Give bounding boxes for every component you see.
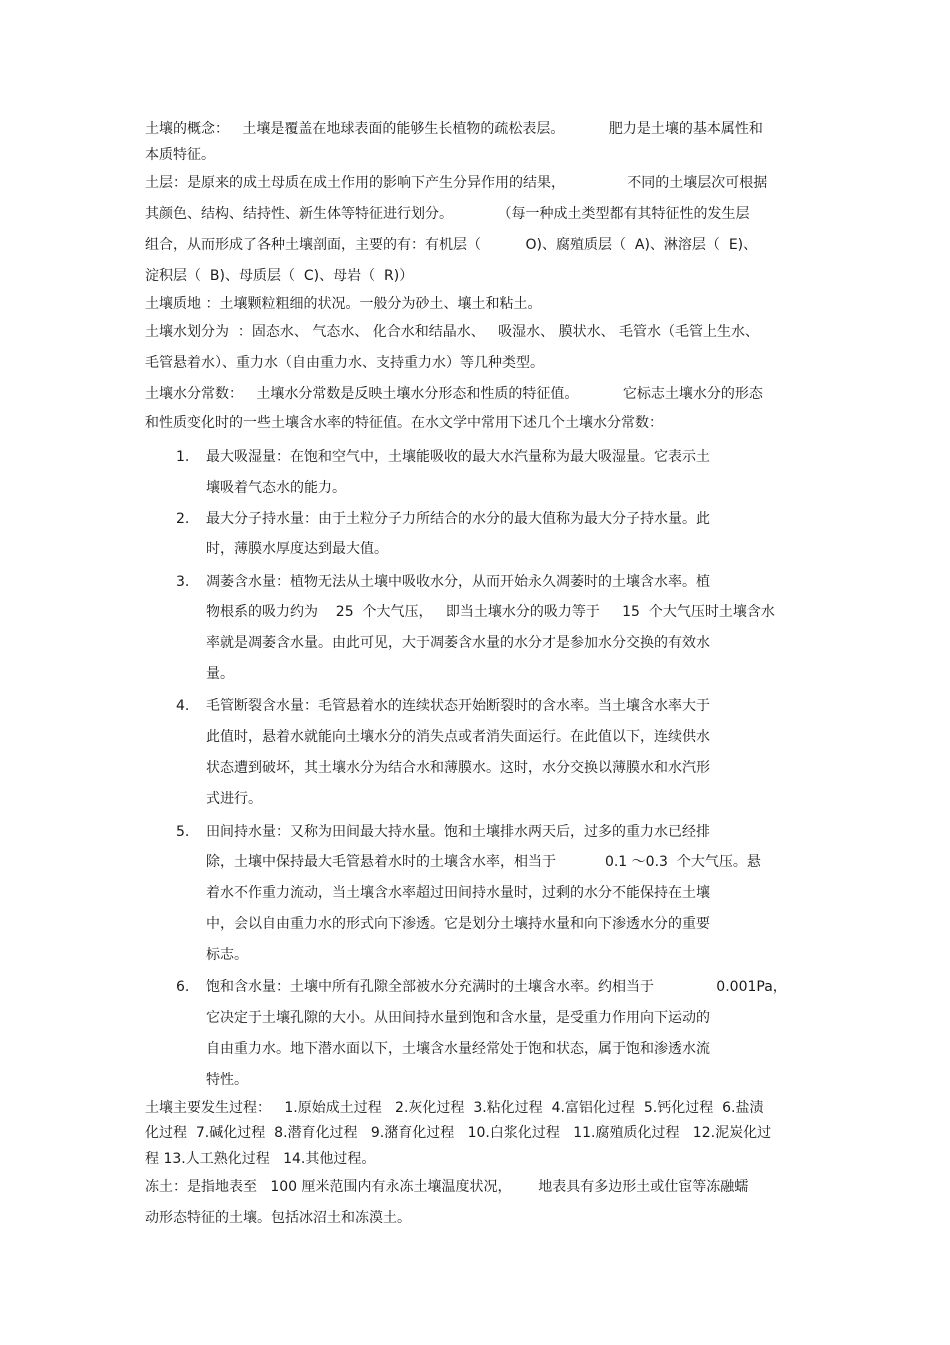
list-item-line: 自由重力水。地下潜水面以下，土壤含水量经常处于饱和状态，属于饱和渗透水流 [206, 1041, 710, 1057]
list-item-line: 壤吸着气态水的能力。 [206, 480, 346, 496]
list-item-line: 田间持水量：又称为田间最大持水量。饱和土壤排水两天后，过多的重力水已经排 [206, 824, 710, 840]
paragraph-line: 其颜色、结构、结持性、新生体等特征进行划分。 （每一种成土类型都有其特征性的发生层 [145, 206, 750, 222]
paragraph-line: 土壤水分常数： 土壤水分常数是反映土壤水分形态和性质的特征值。 它标志土壤水分的形态 [145, 386, 763, 402]
list-item-line: 它决定于土壤孔隙的大小。从田间持水量到饱和含水量，是受重力作用向下运动的 [206, 1010, 710, 1026]
list-item-number: 4. [176, 698, 190, 714]
list-item-line: 中，会以自由重力水的形式向下渗透。它是划分土壤持水量和向下渗透水分的重要 [206, 916, 710, 932]
list-item-line: 最大吸湿量：在饱和空气中，土壤能吸收的最大水汽量称为最大吸湿量。它表示土 [206, 449, 710, 465]
list-item-line: 饱和含水量：土壤中所有孔隙全部被水分充满时的土壤含水率。约相当于 0.001Pa， [206, 979, 787, 995]
paragraph-line: 组合，从而形成了各种土壤剖面，主要的有：有机层（ O)、腐殖质层（ A)、淋溶层（ E)、 [145, 237, 758, 253]
list-item-line: 最大分子持水量：由于土粒分子力所结合的水分的最大值称为最大分子持水量。此 [206, 511, 710, 527]
list-item-line: 物根系的吸力约为 25 个大气压， 即当土壤水分的吸力等于 15 个大气压时土壤含水 [206, 604, 775, 620]
list-item-line: 量。 [206, 666, 234, 682]
list-item-line: 毛管断裂含水量：毛管悬着水的连续状态开始断裂时的含水率。当土壤含水率大于 [206, 698, 710, 714]
paragraph-line: 化过程 7.碱化过程 8.潜育化过程 9.潴育化过程 10.白浆化过程 11.腐殖质化过程 12.泥炭化过 [145, 1125, 772, 1141]
paragraph-line: 本质特征。 [145, 147, 215, 163]
list-item-number: 3. [176, 574, 190, 590]
paragraph-line: 土壤主要发生过程： 1.原始成土过程 2.灰化过程 3.粘化过程 4.富铝化过程 5.钙化过程 6.盐渍 [145, 1100, 764, 1116]
list-item-line: 凋萎含水量：植物无法从土壤中吸收水分，从而开始永久凋萎时的土壤含水率。植 [206, 574, 710, 590]
paragraph-line: 和性质变化时的一些土壤含水率的特征值。在水文学中常用下述几个土壤水分常数： [145, 415, 663, 431]
list-item-line: 特性。 [206, 1072, 248, 1088]
paragraph-line: 土壤质地 ：土壤颗粒粗细的状况。一般分为砂土、壤土和粘土。 [145, 296, 542, 312]
list-item-number: 1. [176, 449, 190, 465]
list-item-line: 时，薄膜水厚度达到最大值。 [206, 541, 388, 557]
paragraph-line: 淀积层（ B)、母质层（ C)、母岩（ R)） [145, 268, 414, 284]
paragraph-line: 土壤水划分为 ：固态水、 气态水、 化合水和结晶水、 吸湿水、 膜状水、 毛管水（毛管上生水、 [145, 324, 760, 340]
paragraph-line: 毛管悬着水）、重力水（自由重力水、支持重力水）等几种类型。 [145, 355, 544, 371]
paragraph-line: 土壤的概念： 土壤是覆盖在地球表面的能够生长植物的疏松表层。 肥力是土壤的基本属性和 [145, 121, 763, 137]
list-item-line: 式进行。 [206, 791, 262, 807]
list-item-number: 5. [176, 824, 190, 840]
list-item-line: 状态遭到破坏，其土壤水分为结合水和薄膜水。这时，水分交换以薄膜水和水汽形 [206, 760, 710, 776]
list-item-line: 标志。 [206, 947, 248, 963]
list-item-number: 2. [176, 511, 190, 527]
paragraph-line: 冻土：是指地表至 100 厘米范围内有永冻土壤温度状况， 地表具有多边形土或仕宦等冻融蠕 [145, 1179, 749, 1195]
list-item-line: 除，土壤中保持最大毛管悬着水时的土壤含水率，相当于 0.1 ～0.3 个大气压。悬 [206, 854, 761, 870]
paragraph-line: 土层：是原来的成土母质在成土作用的影响下产生分异作用的结果， 不同的土壤层次可根据 [145, 175, 768, 191]
list-item-line: 率就是凋萎含水量。由此可见，大于凋萎含水量的水分才是参加水分交换的有效水 [206, 635, 710, 651]
paragraph-line: 动形态特征的土壤。包括冰沼土和冻漠土。 [145, 1210, 411, 1226]
paragraph-line: 程 13.人工熟化过程 14.其他过程。 [145, 1151, 376, 1167]
list-item-number: 6. [176, 979, 190, 995]
list-item-line: 此值时，悬着水就能向土壤水分的消失点或者消失面运行。在此值以下，连续供水 [206, 729, 710, 745]
list-item-line: 着水不作重力流动，当土壤含水率超过田间持水量时，过剩的水分不能保持在土壤 [206, 885, 710, 901]
